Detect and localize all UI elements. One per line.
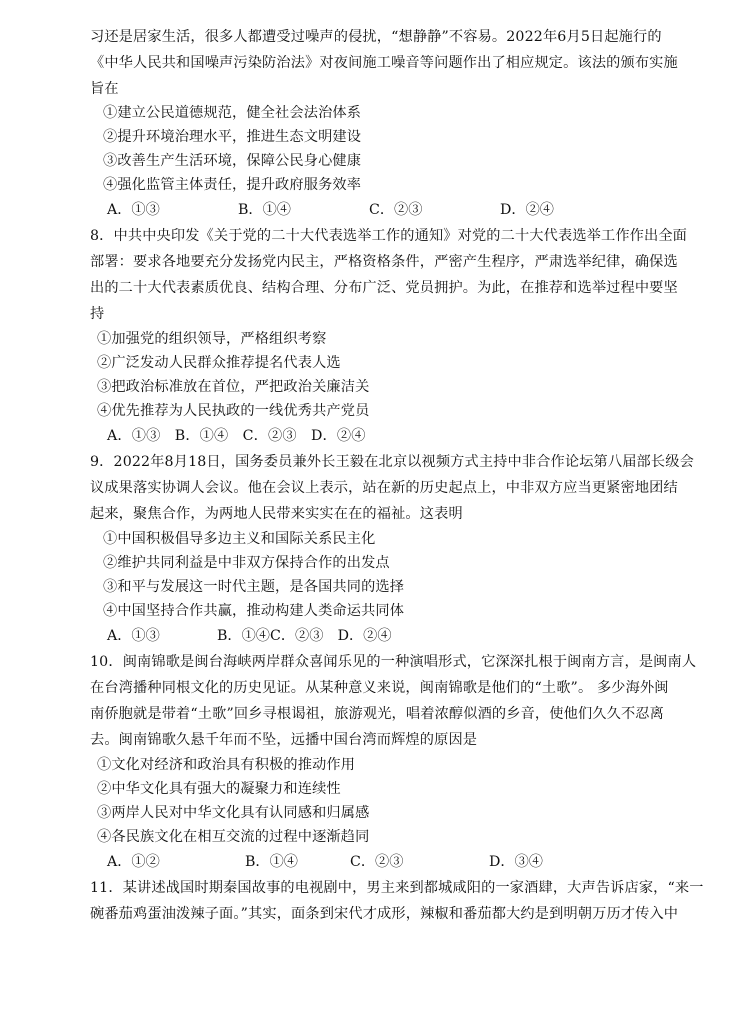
q9-stem-line-3: 起来，聚焦合作，为两地人民带来实实在在的福祉。这表明 [90,506,463,522]
q8-option-1: ①加强党的组织领导，严格组织考察 [97,331,327,347]
q9-choice-a: A．①③ [107,628,160,644]
q9-option-3: ③和平与发展这一时代主题，是各国共同的选择 [103,579,405,595]
q10-choice-d: D．③④ [489,854,543,870]
q9-option-2: ②维护共同利益是中非双方保持合作的出发点 [103,555,390,571]
q10-choices [107,853,567,871]
q9-option-1: ①中国积极倡导多边主义和国际关系民主化 [103,531,376,547]
q10-stem-line-2: 在台湾播种同根文化的历史见证。从某种意义来说，闽南锦歌是他们的“土歌”。 多少海外闽 [90,680,669,696]
q9-stem-line-2: 议成果落实协调人会议。他在会议上表示，站在新的历史起点上，中非双方应当更紧密地团结 [90,480,678,496]
q8-stem-line-4: 持 [90,306,105,322]
q9-choices [107,627,407,645]
q11-stem-line-1: 11．某讲述战国时期秦国故事的电视剧中，男主来到都城咸阳的一家酒肆，大声告诉店家，“来一 [90,880,704,896]
q10-option-4: ④各民族文化在相互交流的过程中逐渐趋同 [97,829,370,845]
q10-choice-a: A．①② [107,854,160,870]
q11-stem-line-2: 碗番茄鸡蛋油泼辣子面。”其实，面条到宋代才成形，辣椒和番茄都大约是到明朝万历才传入中 [90,906,679,922]
q7-option-3: ③改善生产生活环境，保障公民身心健康 [103,153,362,169]
q10-stem-line-4: 去。闽南锦歌久悬千年而不坠，远播中国台湾而辉煌的原因是 [90,732,478,748]
q7-stem-line-2: 《中华人民共和国噪声污染防治法》对夜间施工噪音等问题作出了相应规定。该法的颁布实施 [90,55,678,71]
q10-stem-line-3: 南侨胞就是带着“土歌”回乡寻根谒祖，旅游观光，唱着浓醇似酒的乡音，使他们久久不忍离 [90,706,664,722]
q8-option-2: ②广泛发动人民群众推荐提名代表人选 [97,355,341,371]
q8-option-3: ③把政治标准放在首位，严把政治关廉洁关 [97,379,370,395]
q10-choice-b: B．①④ [245,854,298,870]
q7-option-1: ①建立公民道德规范，健全社会法治体系 [103,105,362,121]
q8-stem-line-1: 8．中共中央印发《关于党的二十大代表选举工作的通知》对党的二十大代表选举工作作出全面 [90,228,688,244]
q8-choices: A．①③ B．①④ C．②③ D．②④ [107,428,366,444]
q10-choice-c: C．②③ [350,854,404,870]
q7-choice-b: B．①④ [238,202,291,218]
q7-choice-c: C．②③ [369,202,423,218]
q7-option-4: ④强化监管主体责任，提升政府服务效率 [103,177,362,193]
q9-stem-line-1: 9．2022年8月18日，国务委员兼外长王毅在北京以视频方式主持中非合作论坛第八届部长级会 [90,454,694,470]
q8-option-4: ④优先推荐为人民执政的一线优秀共产党员 [97,403,370,419]
q8-stem-line-2: 部署：要求各地要充分发扬党内民主，严格资格条件，严密产生程序，严肃选举纪律，确保选 [90,254,678,270]
q7-stem-line-3: 旨在 [90,81,119,97]
q9-choice-b-c-d: B．①④C．②③ D．②④ [217,628,392,644]
q8-stem-line-3: 出的二十大代表素质优良、结构合理、分布广泛、党员拥护。为此，在推荐和选举过程中要坚 [90,280,678,296]
q7-choice-a: A．①③ [107,202,160,218]
q10-stem-line-1: 10．闽南锦歌是闽台海峡两岸群众喜闻乐见的一种演唱形式，它深深扎根于闽南方言，是闽南人 [90,654,697,670]
q9-option-4: ④中国坚持合作共赢，推动构建人类命运共同体 [103,603,405,619]
q7-choice-d: D．②④ [500,202,554,218]
q7-choices [107,201,567,219]
q10-option-2: ②中华文化具有强大的凝聚力和连续性 [97,781,341,797]
q10-option-3: ③两岸人民对中华文化具有认同感和归属感 [97,805,370,821]
q10-option-1: ①文化对经济和政治具有积极的推动作用 [97,757,356,773]
q7-option-2: ②提升环境治理水平，推进生态文明建设 [103,129,362,145]
q7-stem-line-1: 习还是居家生活，很多人都遭受过噪声的侵扰，“想静静”不容易。2022年6月5日起施行的 [90,29,662,45]
